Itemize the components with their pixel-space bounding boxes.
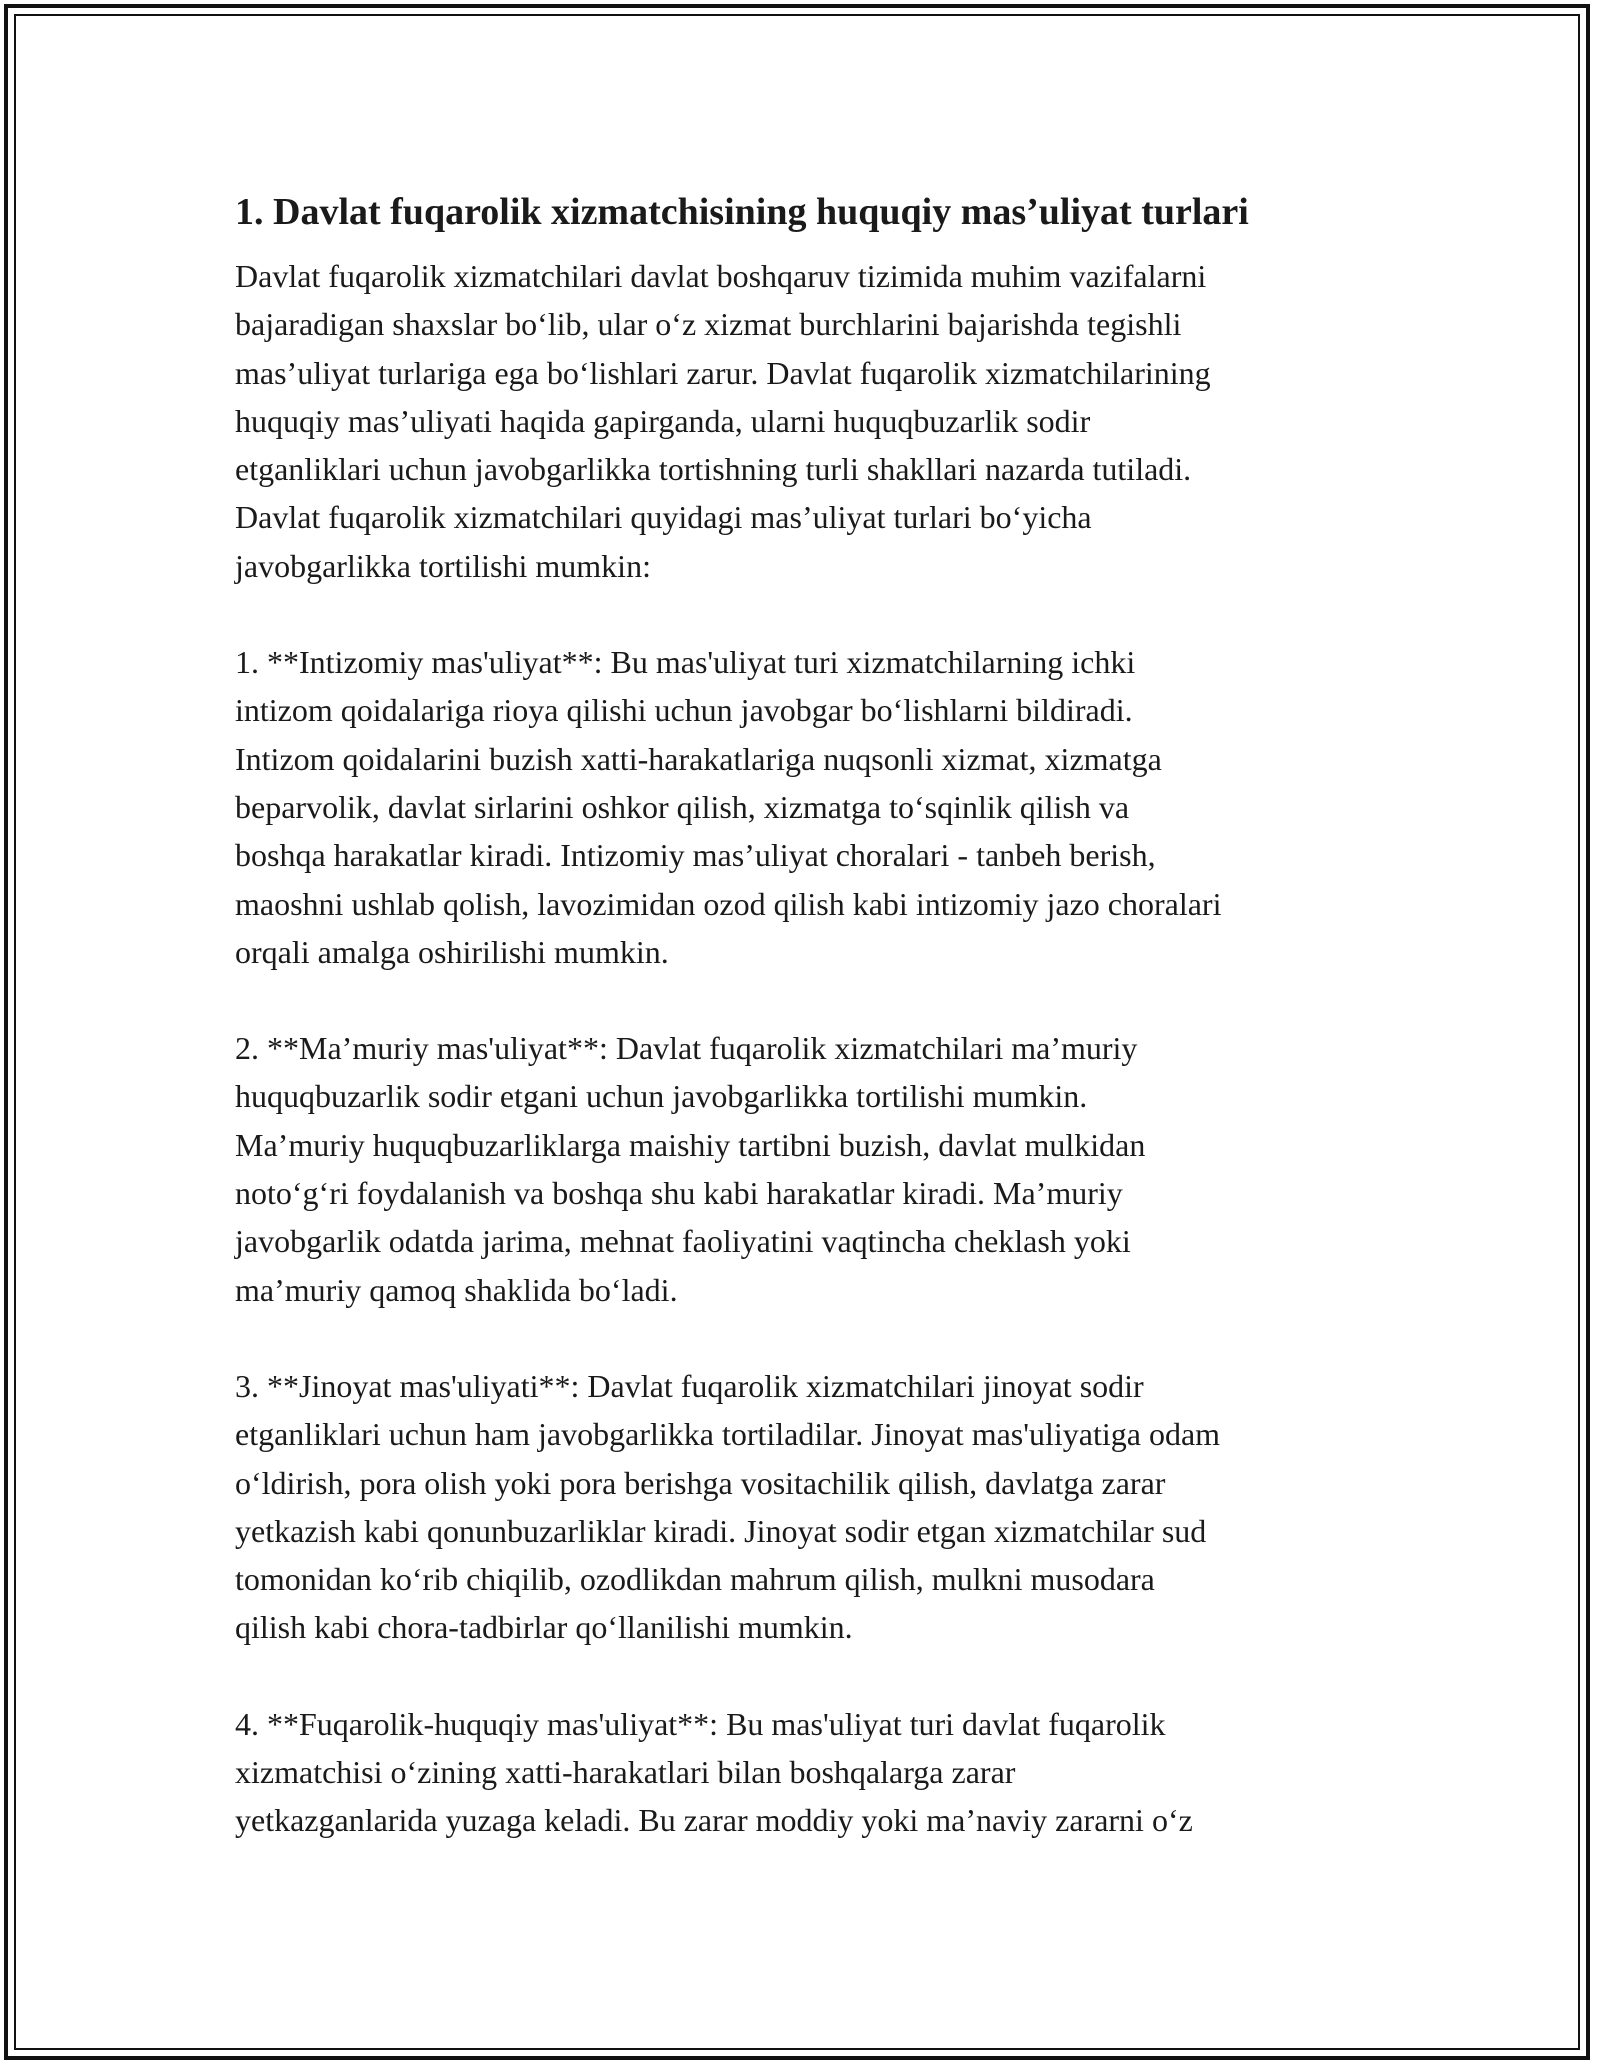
text-line: qilish kabi chora-tadbirlar qo‘llanilishi mumkin. <box>235 1609 853 1646</box>
text-line: huquqiy mas’uliyati haqida gapirganda, ularni huquqbuzarlik sodir <box>235 402 1091 439</box>
text-line: Davlat fuqarolik xizmatchilari davlat boshqaruv tizimida muhim vazifalarni <box>235 258 1207 294</box>
text-line: javobgarlik odatda jarima, mehnat faoliyatini vaqtincha cheklash yoki <box>235 1223 1131 1260</box>
text-line: Ma’muriy huquqbuzarliklarga maishiy tartibni buzish, davlat mulkidan <box>235 1126 1146 1163</box>
disciplinary-liability-paragraph <box>235 638 1375 976</box>
criminal-liability-paragraph <box>235 1362 1375 1652</box>
text-line: 4. **Fuqarolik-huquqiy mas'uliyat**: Bu mas'uliyat turi davlat fuqarolik <box>235 1705 1166 1742</box>
text-line: intizom qoidalariga rioya qilishi uchun javobgar bo‘lishlarni bildiradi. <box>235 692 1133 729</box>
text-line: o‘ldirish, pora olish yoki pora berishga vositachilik qilish, davlatga zarar <box>235 1464 1166 1501</box>
text-line: yetkazish kabi qonunbuzarliklar kiradi. Jinoyat sodir etgan xizmatchilar sud <box>235 1512 1207 1549</box>
text-line: boshqa harakatlar kiradi. Intizomiy mas’uliyat choralari - tanbeh berish, <box>235 837 1156 874</box>
civil-liability-paragraph <box>235 1700 1375 1845</box>
text-line: huquqbuzarlik sodir etgani uchun javobgarlikka tortilishi mumkin. <box>235 1078 1088 1115</box>
text-line: ma’muriy qamoq shaklida bo‘ladi. <box>235 1271 678 1308</box>
text-line: beparvolik, davlat sirlarini oshkor qilish, xizmatga to‘sqinlik qilish va <box>235 788 1130 825</box>
text-line: xizmatchisi o‘zining xatti-harakatlari bilan boshqalarga zarar <box>235 1754 1016 1791</box>
text-line: Intizom qoidalarini buzish xatti-harakatlariga nuqsonli xizmat, xizmatga <box>235 740 1162 777</box>
text-line: Davlat fuqarolik xizmatchilari quyidagi mas’uliyat turlari bo‘yicha <box>235 499 1092 536</box>
text-line: yetkazganlarida yuzaga keladi. Bu zarar moddiy yoki ma’naviy zararni o‘z <box>235 1802 1193 1839</box>
section-title: 1. Davlat fuqarolik xizmatchisining huquqiy mas’uliyat turlari <box>235 191 1249 233</box>
administrative-liability-paragraph <box>235 1024 1375 1314</box>
intro-paragraph <box>235 252 1375 590</box>
document-body <box>235 186 1375 1893</box>
text-line: bajaradigan shaxslar bo‘lib, ular o‘z xizmat burchlarini bajarishda tegishli <box>235 306 1182 343</box>
text-line: 1. **Intizomiy mas'uliyat**: Bu mas'uliyat turi xizmatchilarning ichki <box>235 644 1136 681</box>
text-line: noto‘g‘ri foydalanish va boshqa shu kabi harakatlar kiradi. Ma’muriy <box>235 1175 1123 1212</box>
text-line: etganliklari uchun ham javobgarlikka tortiladilar. Jinoyat mas'uliyatiga odam <box>235 1416 1221 1453</box>
text-line: orqali amalga oshirilishi mumkin. <box>235 933 669 970</box>
text-line: 3. **Jinoyat mas'uliyati**: Davlat fuqarolik xizmatchilari jinoyat sodir <box>235 1367 1144 1404</box>
text-line: maoshni ushlab qolish, lavozimidan ozod qilish kabi intizomiy jazo choralari <box>235 885 1222 922</box>
text-line: etganliklari uchun javobgarlikka tortishning turli shakllari nazarda tutiladi. <box>235 451 1192 488</box>
text-line: 2. **Ma’muriy mas'uliyat**: Davlat fuqarolik xizmatchilari ma’muriy <box>235 1030 1138 1067</box>
text-line: javobgarlikka tortilishi mumkin: <box>235 547 651 584</box>
text-line: mas’uliyat turlariga ega bo‘lishlari zarur. Davlat fuqarolik xizmatchilarining <box>235 354 1211 391</box>
text-line: tomonidan ko‘rib chiqilib, ozodlikdan mahrum qilish, mulkni musodara <box>235 1561 1155 1598</box>
